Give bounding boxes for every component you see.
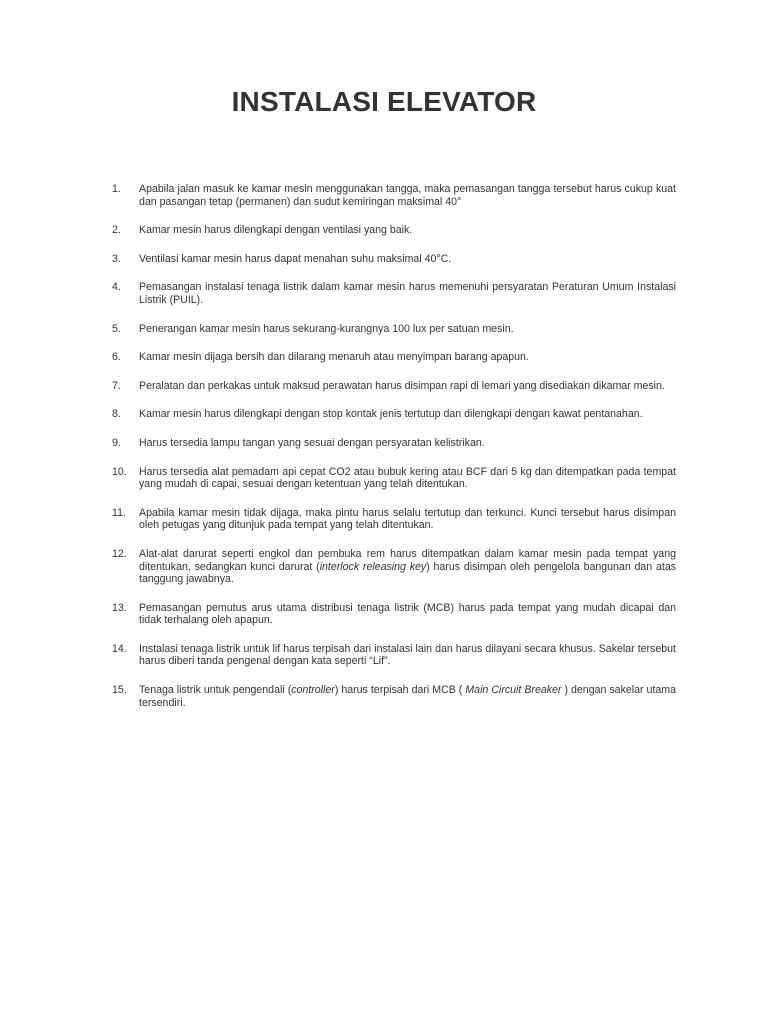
list-item-text [139,548,676,586]
list-item-number: 4. [112,281,121,294]
list-item-number: 15. [112,684,127,697]
text-segment: Peralatan dan perkakas untuk maksud perawatan harus disimpan rapi di lemari yang disediakan dikamar mesin. [139,379,665,392]
text-segment: Instalasi tenaga listrik untuk lif harus terpisah dari instalasi lain dan harus dilayani secara khusus. Sakelar tersebut harus diberi tanda pengenal dengan kata seperti “Lif”. [139,642,676,668]
text-segment: Kamar mesin harus dilengkapi dengan ventilasi yang baik. [139,224,413,237]
list-item-text [139,602,676,627]
list-item [112,466,676,491]
text-segment: Harus tersedia alat pemadam api cepat CO2 atau bubuk kering atau BCF dari 5 kg dan ditempatkan pada tempat yang mudah di capai, sesuai dengan ketentuan yang telah ditentukan. [139,465,676,491]
list-item [112,253,676,266]
list-item-number: 1. [112,183,121,195]
text-segment: Penerangan kamar mesin harus sekurang-kurangnya 100 lux per satuan mesin. [139,322,514,335]
list-item-text [139,466,676,491]
numbered-list [112,183,676,709]
text-segment: ) harus disimpan oleh pengelola bangunan dan atas tanggung jawabnya. [139,560,677,586]
list-item-text [139,408,676,421]
list-item [112,437,676,450]
list-item-number: 14. [112,642,127,655]
list-item-text [139,323,676,336]
page-title: INSTALASI ELEVATOR [231,86,537,117]
italic-term: interlock releasing key [319,560,427,573]
list-item-number: 3. [112,252,121,265]
list-item-text [139,224,676,237]
list-item [112,351,676,364]
list-item-text [139,643,676,668]
list-item-text [139,380,676,393]
list-item-number: 10. [112,465,127,478]
list-item-text [139,507,676,532]
text-segment: ) harus terpisah dari MCB ( [334,684,466,697]
list-item-number: 12. [112,547,127,560]
list-item-number: 6. [112,351,121,364]
text-segment: Kamar mesin harus dilengkapi dengan stop kontak jenis tertutup dan dilengkapi dengan kawat pentanahan. [139,408,643,421]
list-item [112,380,676,393]
text-segment: Harus tersedia lampu tangan yang sesuai dengan persyaratan kelistrikan. [139,436,485,449]
italic-term: Main Circuit Breaker [465,684,562,697]
list-item-number: 5. [112,322,121,335]
list-item-number: 13. [112,601,127,614]
list-item [112,548,676,586]
italic-term: controller [291,684,335,697]
list-item-text [139,351,676,364]
list-item-text [139,281,676,306]
text-segment: Ventilasi kamar mesin harus dapat menahan suhu maksimal 40°C. [139,252,452,265]
text-segment: Apabila jalan masuk ke kamar mesin menggunakan tangga, maka pemasangan tangga tersebut harus cukup kuat dan pasangan tetap (permanen) dan sudut kemiringan maksimal 40° [139,183,676,208]
list-item-text [139,437,676,450]
text-segment: Alat-alat darurat seperti engkol dan pembuka rem harus ditempatkan dalam kamar mesin pada tempat yang ditentukan, sedangkan kunci darurat ( [139,547,676,573]
list-item [112,507,676,532]
list-item [112,643,676,668]
list-item-number: 11. [112,506,126,519]
list-item-number: 9. [112,436,121,449]
list-item [112,684,676,709]
list-item-number: 2. [112,224,121,237]
list-item-number: 8. [112,408,121,421]
text-segment: Pemasangan pemutus arus utama distribusi tenaga listrik (MCB) harus pada tempat yang mudah dicapai dan tidak terhalang oleh apapun. [139,601,676,627]
list-item [112,602,676,627]
list-item [112,183,676,208]
text-segment: Kamar mesin dijaga bersih dan dilarang menaruh atau menyimpan barang apapun. [139,351,529,364]
list-item-text [139,253,676,266]
list-item [112,323,676,336]
list-item [112,408,676,421]
text-segment: Pemasangan instalasi tenaga listrik dalam kamar mesin harus memenuhi persyaratan Peraturan Umum Instalasi Listrik (PUIL). [139,281,676,306]
list-item-text [139,684,676,709]
text-segment: ) dengan sakelar utama tersendiri. [139,684,676,709]
text-segment: Tenaga listrik untuk pengendali ( [139,684,292,697]
list-item [112,281,676,306]
list-item [112,224,676,237]
list-item-text [139,183,676,208]
text-segment: Apabila kamar mesin tidak dijaga, maka pintu harus selalu tertutup dan terkunci. Kunci tersebut harus disimpan oleh petugas yang ditunjuk pada tempat yang telah ditentukan. [139,506,676,532]
list-item-number: 7. [112,379,121,392]
